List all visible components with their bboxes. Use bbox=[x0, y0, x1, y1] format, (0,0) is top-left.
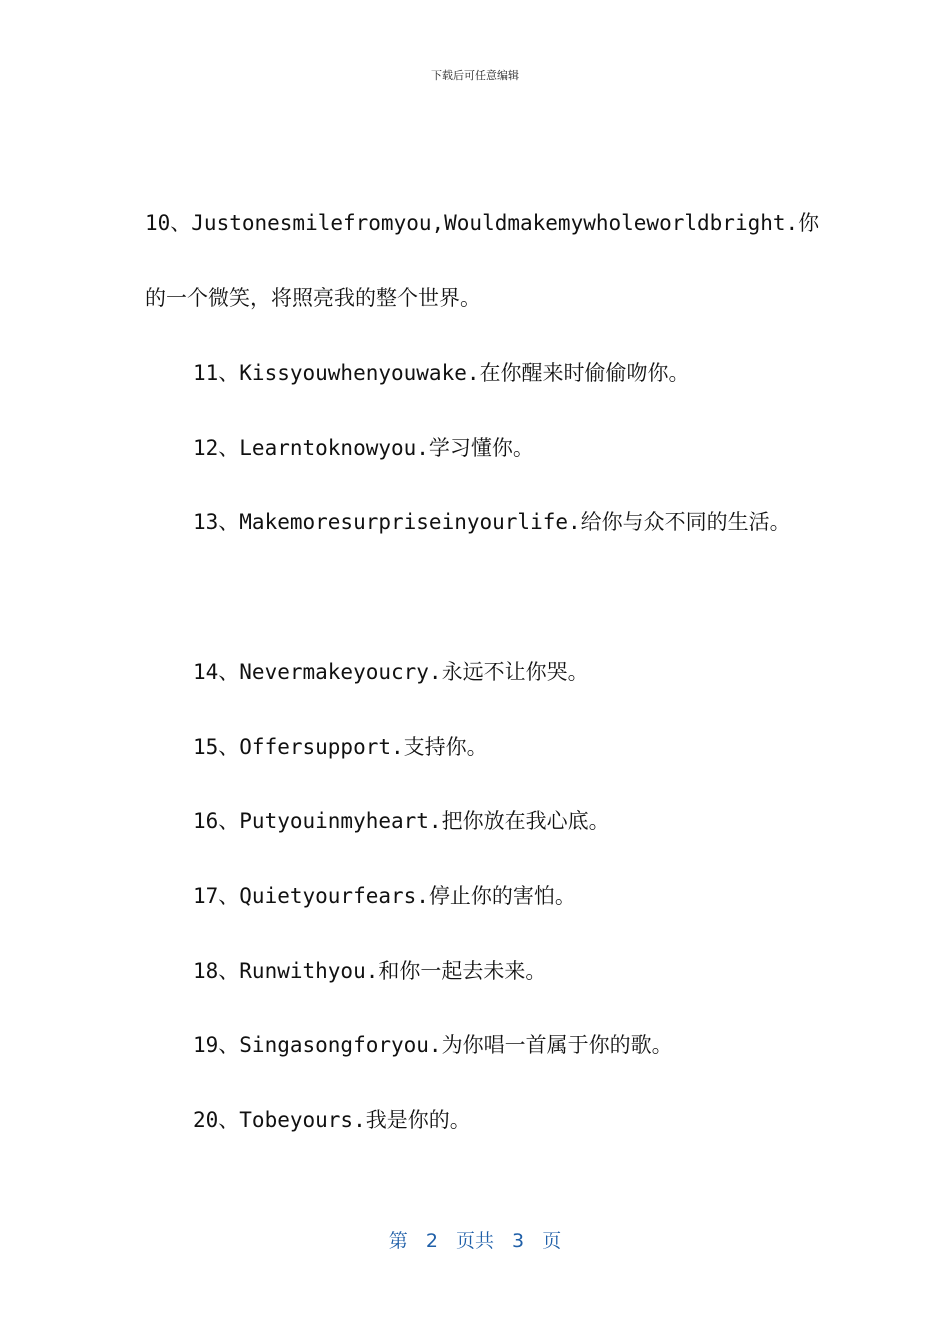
list-item-16: 16、Putyouinmyheart.把你放在我心底。 bbox=[193, 809, 610, 833]
footer-total-pages: 3 bbox=[512, 1230, 525, 1252]
list-item-15: 15、Offersupport.支持你。 bbox=[193, 735, 488, 759]
list-item-13: 13、Makemoresurpriseinyourlife.给你与众不同的生活。 bbox=[193, 510, 791, 534]
list-item-18: 18、Runwithyou.和你一起去未来。 bbox=[193, 959, 547, 983]
footer-mid: 页共 bbox=[455, 1230, 494, 1252]
footer-current-page: 2 bbox=[425, 1230, 438, 1252]
list-item-11: 11、Kissyouwhenyouwake.在你醒来时偷偷吻你。 bbox=[193, 361, 690, 385]
footer-prefix: 第 bbox=[388, 1230, 408, 1252]
list-item-19: 19、Singasongforyou.为你唱一首属于你的歌。 bbox=[193, 1033, 673, 1057]
list-item-20: 20、Tobeyours.我是你的。 bbox=[193, 1108, 471, 1132]
list-item-12: 12、Learntoknowyou.学习懂你。 bbox=[193, 436, 534, 460]
list-item-10-line2: 的一个微笑，将照亮我的整个世界。 bbox=[145, 286, 481, 310]
list-item-10-line1: 10、Justonesmilefromyou,Wouldmakemywholeworldbright.你 bbox=[145, 211, 820, 235]
footer-suffix: 页 bbox=[542, 1230, 562, 1252]
list-item-17: 17、Quietyourfears.停止你的害怕。 bbox=[193, 884, 576, 908]
list-item-14: 14、Nevermakeyoucry.永远不让你哭。 bbox=[193, 660, 589, 684]
header-note: 下载后可任意编辑 bbox=[431, 69, 519, 82]
page-footer bbox=[0, 1226, 950, 1253]
